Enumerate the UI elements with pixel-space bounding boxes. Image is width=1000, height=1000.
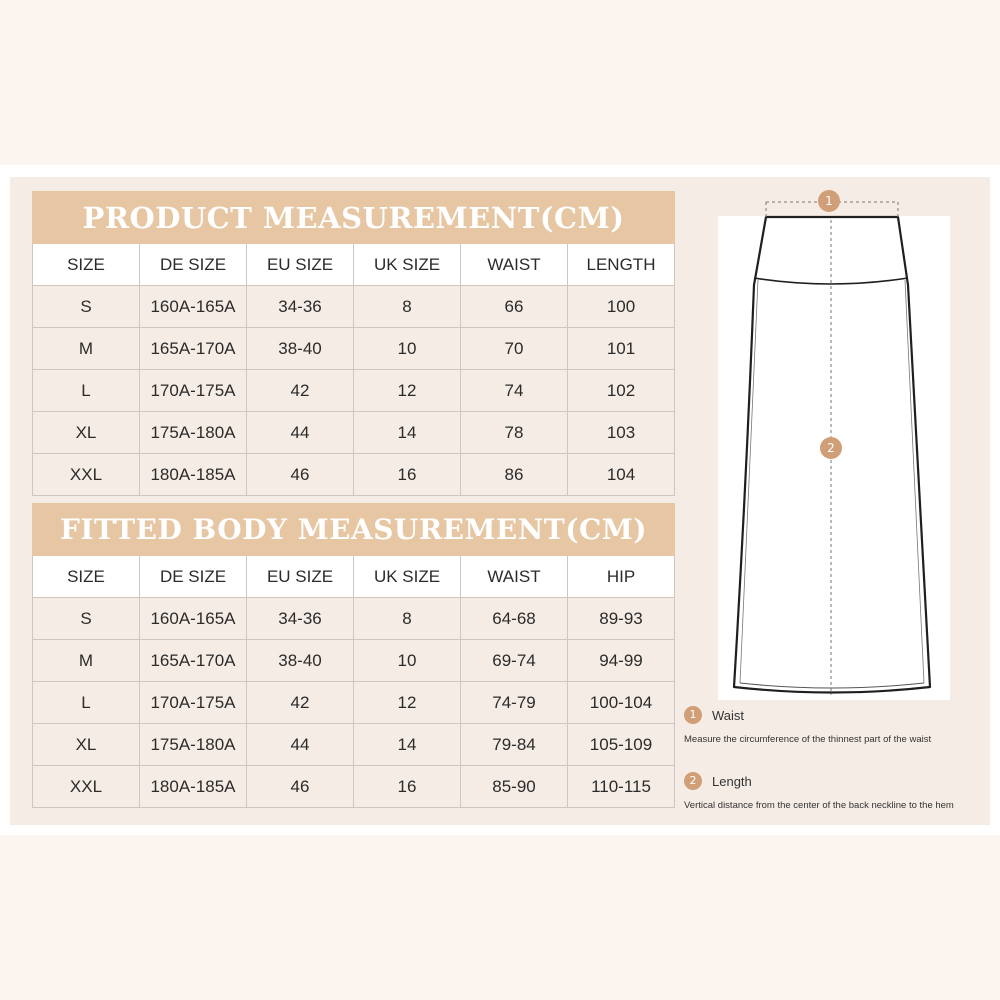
- table-cell: 34-36: [247, 286, 354, 328]
- product-measurement-table: [32, 191, 675, 496]
- table-row: [33, 412, 675, 454]
- table-cell: S: [33, 598, 140, 640]
- table-cell: 160A-165A: [140, 598, 247, 640]
- table-cell: 110-115: [568, 766, 675, 808]
- table-cell: 165A-170A: [140, 328, 247, 370]
- table-cell: XL: [33, 724, 140, 766]
- product-table-title: PRODUCT MEASUREMENT(CM): [33, 192, 675, 244]
- legend-title: Waist: [712, 707, 745, 723]
- table-cell: 38-40: [247, 328, 354, 370]
- table-cell: S: [33, 286, 140, 328]
- table-row: [33, 370, 675, 412]
- body-measurement-table: [32, 503, 675, 808]
- legend-item-length: [684, 772, 994, 811]
- table-cell: 104: [568, 454, 675, 496]
- legend-title: Length: [712, 773, 752, 789]
- table-cell: L: [33, 682, 140, 724]
- marker-2-label: 2: [827, 441, 835, 455]
- column-header: DE SIZE: [140, 244, 247, 286]
- table-cell: 78: [461, 412, 568, 454]
- table-cell: 100: [568, 286, 675, 328]
- legend-item-waist: [684, 706, 994, 745]
- table-cell: 94-99: [568, 640, 675, 682]
- table-cell: 42: [247, 370, 354, 412]
- table-cell: 8: [354, 286, 461, 328]
- table-cell: 46: [247, 766, 354, 808]
- column-header: HIP: [568, 556, 675, 598]
- table-cell: XXL: [33, 454, 140, 496]
- table-row: [33, 682, 675, 724]
- table-cell: M: [33, 640, 140, 682]
- table-cell: 16: [354, 766, 461, 808]
- table-cell: 66: [461, 286, 568, 328]
- table-row: [33, 598, 675, 640]
- table-cell: 105-109: [568, 724, 675, 766]
- table-cell: 180A-185A: [140, 454, 247, 496]
- table-cell: 180A-185A: [140, 766, 247, 808]
- table-cell: 10: [354, 328, 461, 370]
- marker-1-label: 1: [825, 194, 833, 208]
- column-header: SIZE: [33, 244, 140, 286]
- table-cell: 101: [568, 328, 675, 370]
- column-header: EU SIZE: [247, 244, 354, 286]
- table-cell: 100-104: [568, 682, 675, 724]
- table-row: [33, 454, 675, 496]
- table-cell: 74-79: [461, 682, 568, 724]
- table-row: [33, 766, 675, 808]
- table-cell: 46: [247, 454, 354, 496]
- table-cell: 12: [354, 682, 461, 724]
- table-cell: 14: [354, 412, 461, 454]
- column-header: SIZE: [33, 556, 140, 598]
- column-header: DE SIZE: [140, 556, 247, 598]
- column-header: WAIST: [461, 244, 568, 286]
- skirt-diagram: [718, 190, 950, 700]
- table-cell: 102: [568, 370, 675, 412]
- column-header: EU SIZE: [247, 556, 354, 598]
- table-cell: 8: [354, 598, 461, 640]
- column-header: LENGTH: [568, 244, 675, 286]
- table-cell: M: [33, 328, 140, 370]
- column-header: UK SIZE: [354, 556, 461, 598]
- table-row: [33, 724, 675, 766]
- table-cell: XL: [33, 412, 140, 454]
- table-cell: 170A-175A: [140, 682, 247, 724]
- table-cell: 160A-165A: [140, 286, 247, 328]
- table-cell: 86: [461, 454, 568, 496]
- table-cell: 10: [354, 640, 461, 682]
- table-cell: L: [33, 370, 140, 412]
- table-cell: 70: [461, 328, 568, 370]
- column-header: WAIST: [461, 556, 568, 598]
- table-cell: 44: [247, 724, 354, 766]
- table-cell: 34-36: [247, 598, 354, 640]
- table-cell: 14: [354, 724, 461, 766]
- table-cell: 89-93: [568, 598, 675, 640]
- table-cell: 38-40: [247, 640, 354, 682]
- legend-number-badge: 1: [684, 706, 702, 724]
- table-row: [33, 328, 675, 370]
- table-cell: 175A-180A: [140, 412, 247, 454]
- table-cell: 42: [247, 682, 354, 724]
- table-cell: 44: [247, 412, 354, 454]
- table-cell: 64-68: [461, 598, 568, 640]
- table-cell: 85-90: [461, 766, 568, 808]
- table-cell: XXL: [33, 766, 140, 808]
- table-cell: 165A-170A: [140, 640, 247, 682]
- table-cell: 69-74: [461, 640, 568, 682]
- table-cell: 175A-180A: [140, 724, 247, 766]
- legend-number-badge: 2: [684, 772, 702, 790]
- column-header: UK SIZE: [354, 244, 461, 286]
- table-cell: 12: [354, 370, 461, 412]
- table-cell: 79-84: [461, 724, 568, 766]
- legend-description: Measure the circumference of the thinnest part of the waist: [684, 734, 932, 745]
- table-cell: 16: [354, 454, 461, 496]
- body-table-title: FITTED BODY MEASUREMENT(CM): [33, 504, 675, 556]
- table-cell: 170A-175A: [140, 370, 247, 412]
- table-row: [33, 640, 675, 682]
- table-cell: 74: [461, 370, 568, 412]
- table-row: [33, 286, 675, 328]
- legend-description: Vertical distance from the center of the back neckline to the hem: [684, 800, 954, 811]
- table-cell: 103: [568, 412, 675, 454]
